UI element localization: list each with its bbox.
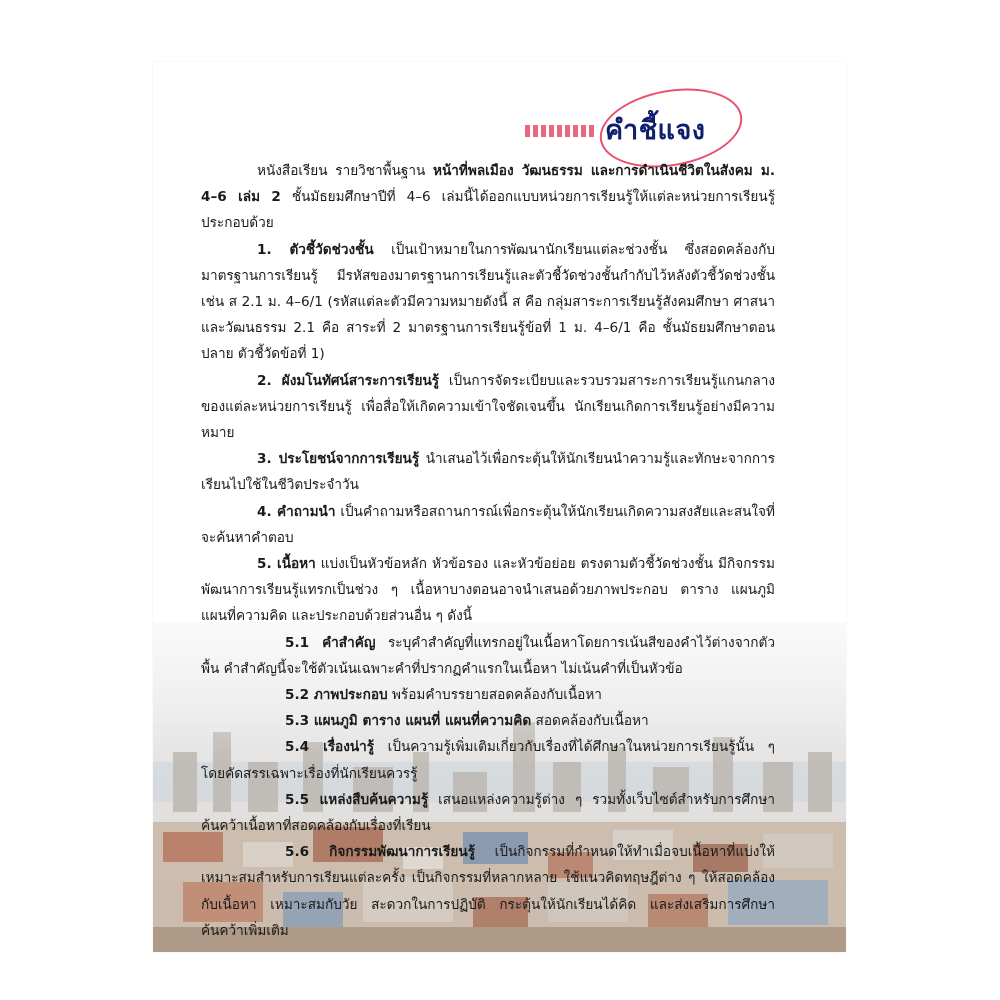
- subitem-5-6: 5.6 กิจกรรมพัฒนาการเรียนรู้ เป็นกิจกรรมที่กำหนดให้ทำเมื่อจบเนื้อหาที่แบ่งให้เหมาะสมสำหรับการเรียนแต่ละครั้ง เป็นกิจกรรมที่หลากหลาย ใช้แนวคิดทฤษฎีต่าง ๆ ให้สอดคล้องกับเนื้อหา เหมาะสมกับวัย สะดวกในการปฏิบัติ กระตุ้นให้นักเรียนได้คิด และส่งเสริมการศึกษาค้นคว้าเพิ่มเติม: [201, 844, 775, 939]
- document-body: [201, 158, 775, 944]
- subitem-5-5: 5.5 แหล่งสืบค้นความรู้ เสนอแหล่งความรู้ต่าง ๆ รวมทั้งเว็บไซต์สำหรับการศึกษาค้นคว้าเนื้อหาที่สอดคล้องกับเรื่องที่เรียน: [201, 791, 775, 835]
- book-page: [153, 62, 846, 952]
- subitem-5-3: 5.3 แผนภูมิ ตาราง แผนที่ แผนที่ความคิด สอดคล้องกับเนื้อหา: [285, 713, 649, 730]
- item-3: 3. ประโยชน์จากการเรียนรู้ นำเสนอไว้เพื่อกระตุ้นให้นักเรียนนำความรู้และทักษะจากการเรียนไปใช้ในชีวิตประจำวัน: [201, 451, 775, 494]
- item-5: 5. เนื้อหา แบ่งเป็นหัวข้อหลัก หัวข้อรอง และหัวข้อย่อย ตรงตามตัวชี้วัดช่วงชั้น มีกิจกรรมพัฒนาการเรียนรู้แทรกเป็นช่วง ๆ เนื้อหาบางตอนอาจนำเสนอด้วยภาพประกอบ ตาราง แผนภูมิ แผนที่ความคิด และประกอบด้วยส่วนอื่น ๆ ดังนี้: [201, 556, 775, 625]
- subitem-5-2: 5.2 ภาพประกอบ พร้อมคำบรรยายสอดคล้องกับเนื้อหา: [285, 687, 602, 704]
- item-4: 4. คำถามนำ เป็นคำถามหรือสถานการณ์เพื่อกระตุ้นให้นักเรียนเกิดความสงสัยและสนใจที่จะค้นหาคำตอบ: [201, 503, 775, 546]
- page-title: คำชี้แจง: [605, 115, 706, 146]
- subitem-5-4: 5.4 เรื่องน่ารู้ เป็นความรู้เพิ่มเติมเกี่ยวกับเรื่องที่ได้ศึกษาในหน่วยการเรียนรู้นั้น ๆ โดยคัดสรรเฉพาะเรื่องที่นักเรียนควรรู้: [201, 739, 775, 782]
- item-2: 2. ผังมโนทัศน์สาระการเรียนรู้ เป็นการจัดระเบียบและรวบรวมสาระการเรียนรู้แกนกลางของแต่ละหน่วยการเรียนรู้ เพื่อสื่อให้เกิดความเข้าใจชัดเจนขึ้น นักเรียนเกิดการเรียนรู้อย่างมีความหมาย: [201, 372, 775, 442]
- header-decoration-stripes: [525, 122, 599, 134]
- item-1: 1. ตัวชี้วัดช่วงชั้น เป็นเป้าหมายในการพัฒนานักเรียนแต่ละช่วงชั้น ซึ่งสอดคล้องกับมาตรฐานการเรียนรู้ มีรหัสของมาตรฐานการเรียนรู้และตัวชี้วัดช่วงชั้นกำกับไว้หลังตัวชี้วัดช่วงชั้น เช่น ส 2.1 ม. 4–6/1 (รหัสแต่ละตัวมีความหมายดังนี้ ส คือ กลุ่มสาระการเรียนรู้สังคมศึกษา ศาสนา และวัฒนธรรม 2.1 คือ สาระที่ 2 มาตรฐานการเรียนรู้ข้อที่ 1 ม. 4–6/1 คือ ชั้นมัธยมศึกษาตอนปลาย ตัวชี้วัดข้อที่ 1): [201, 241, 775, 363]
- subitem-5-1: 5.1 คำสำคัญ ระบุคำสำคัญที่แทรกอยู่ในเนื้อหาโดยการเน้นสีของคำไว้ต่างจากตัวพื้น คำสำคัญนี้จะใช้ตัวเน้นเฉพาะคำที่ปรากฏคำแรกในเนื้อหา ไม่เน้นคำที่เป็นหัวข้อ: [201, 634, 775, 677]
- intro-paragraph: หนังสือเรียน รายวิชาพื้นฐาน หน้าที่พลเมือง วัฒนธรรม และการดำเนินชีวิตในสังคม ม. 4–6 เล่ม 2 ชั้นมัธยมศึกษาปีที่ 4–6 เล่มนี้ได้ออกแบบหน่วยการเรียนรู้ให้แต่ละหน่วยการเรียนรู้ประกอบด้วย: [201, 163, 775, 232]
